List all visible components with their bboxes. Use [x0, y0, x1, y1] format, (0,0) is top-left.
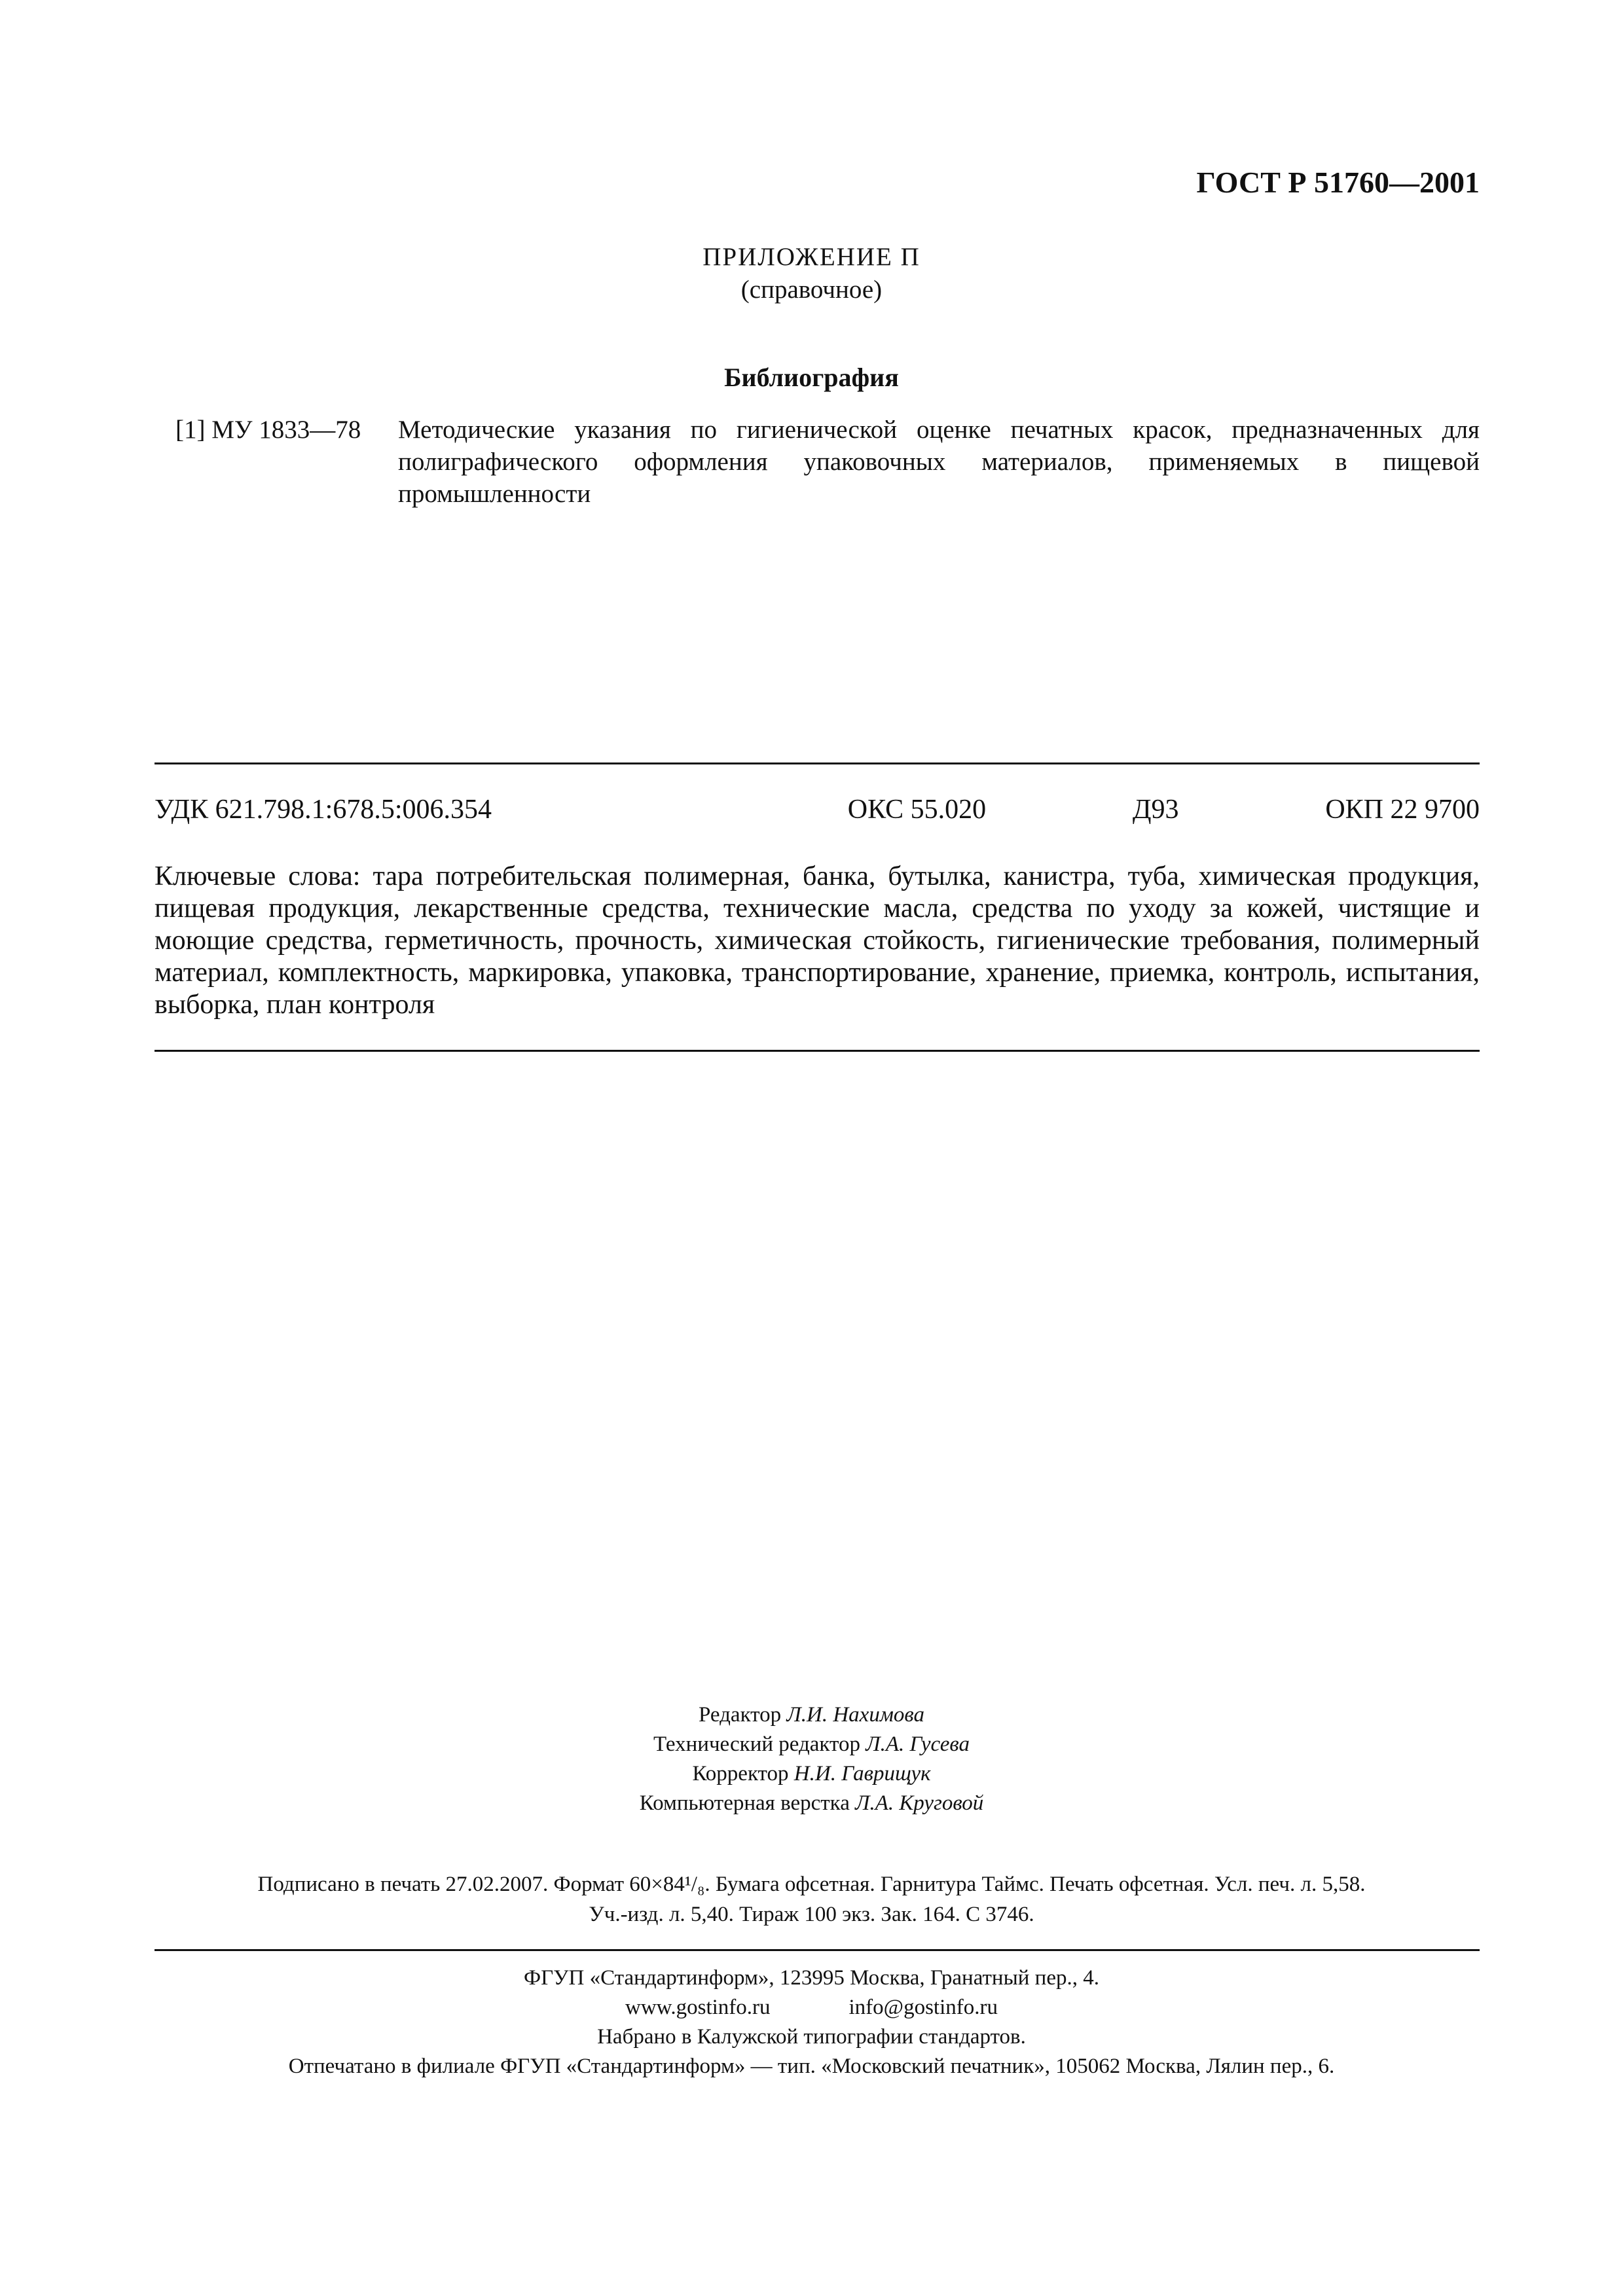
- publisher-email: info@gostinfo.ru: [848, 1996, 998, 2019]
- publisher-contacts: [0, 1993, 1623, 2022]
- credit-proofreader: Корректор Н.И. Гаврищук: [692, 1762, 931, 1785]
- divider-bottom: [155, 1949, 1480, 1951]
- bibliography-item-number: [1] МУ 1833—78: [175, 416, 361, 444]
- publisher-web: www.gostinfo.ru: [625, 1996, 771, 2019]
- keywords: Ключевые слова: тара потребительская полимерная, банка, бутылка, канистра, туба, химическая продукция, пищевая продукция, лекарственные средства, технические масла, средства по уходу за кожей, чистящие и моющие средства, герметичность, прочность, химическая стойкость, гигиенические требования, полимерный материал, комплектность, маркировка, упаковка, транспортирование, хранение, приемка, контроль, испытания, выборка, план контроля: [155, 861, 1480, 1020]
- udk-code: УДК 621.798.1:678.5:006.354: [155, 795, 492, 825]
- credit-tech-editor: Технический редактор Л.А. Гусева: [653, 1732, 970, 1756]
- bibliography-item: [175, 414, 1480, 510]
- print-info-line-2: Уч.-изд. л. 5,40. Тираж 100 экз. Зак. 164. С 3746.: [589, 1903, 1034, 1926]
- publisher-info: [0, 1964, 1623, 2081]
- bibliography-title: Библиография: [724, 363, 899, 392]
- credits: [0, 1700, 1623, 1818]
- print-info: [0, 1869, 1623, 1929]
- divider-top: [155, 762, 1480, 764]
- publisher-line-1: ФГУП «Стандартинформ», 123995 Москва, Гранатный пер., 4.: [524, 1966, 1099, 1990]
- document-code: ГОСТ Р 51760—2001: [1196, 166, 1480, 199]
- publisher-line-4: Отпечатано в филиале ФГУП «Стандартинформ» — тип. «Московский печатник», 105062 Москва, Лялин пер., 6.: [288, 2054, 1335, 2078]
- okp-code: ОКП 22 9700: [1325, 795, 1480, 825]
- credit-editor: Редактор Л.И. Нахимова: [699, 1703, 924, 1727]
- appendix-subtitle: (справочное): [740, 276, 883, 304]
- print-info-line-1: Подписано в печать 27.02.2007. Формат 60×84¹/₈. Бумага офсетная. Гарнитура Таймс. Печать офсетная. Усл. печ. л. 5,58.: [257, 1873, 1366, 1896]
- bibliography-item-text: Методические указания по гигиенической оценке печатных красок, предназначенных для полиграфического оформления упаковочных материалов, применяемых в пищевой промышленности: [398, 416, 1480, 508]
- divider-keywords: [155, 1050, 1480, 1052]
- d-code: Д93: [1132, 795, 1179, 825]
- publisher-line-3: Набрано в Калужской типографии стандартов.: [597, 2025, 1026, 2049]
- oks-code: ОКС 55.020: [847, 795, 987, 825]
- credit-layout: Компьютерная верстка Л.А. Круговой: [639, 1791, 984, 1815]
- classification-row: [155, 794, 1480, 825]
- appendix-title: ПРИЛОЖЕНИЕ П: [702, 243, 921, 271]
